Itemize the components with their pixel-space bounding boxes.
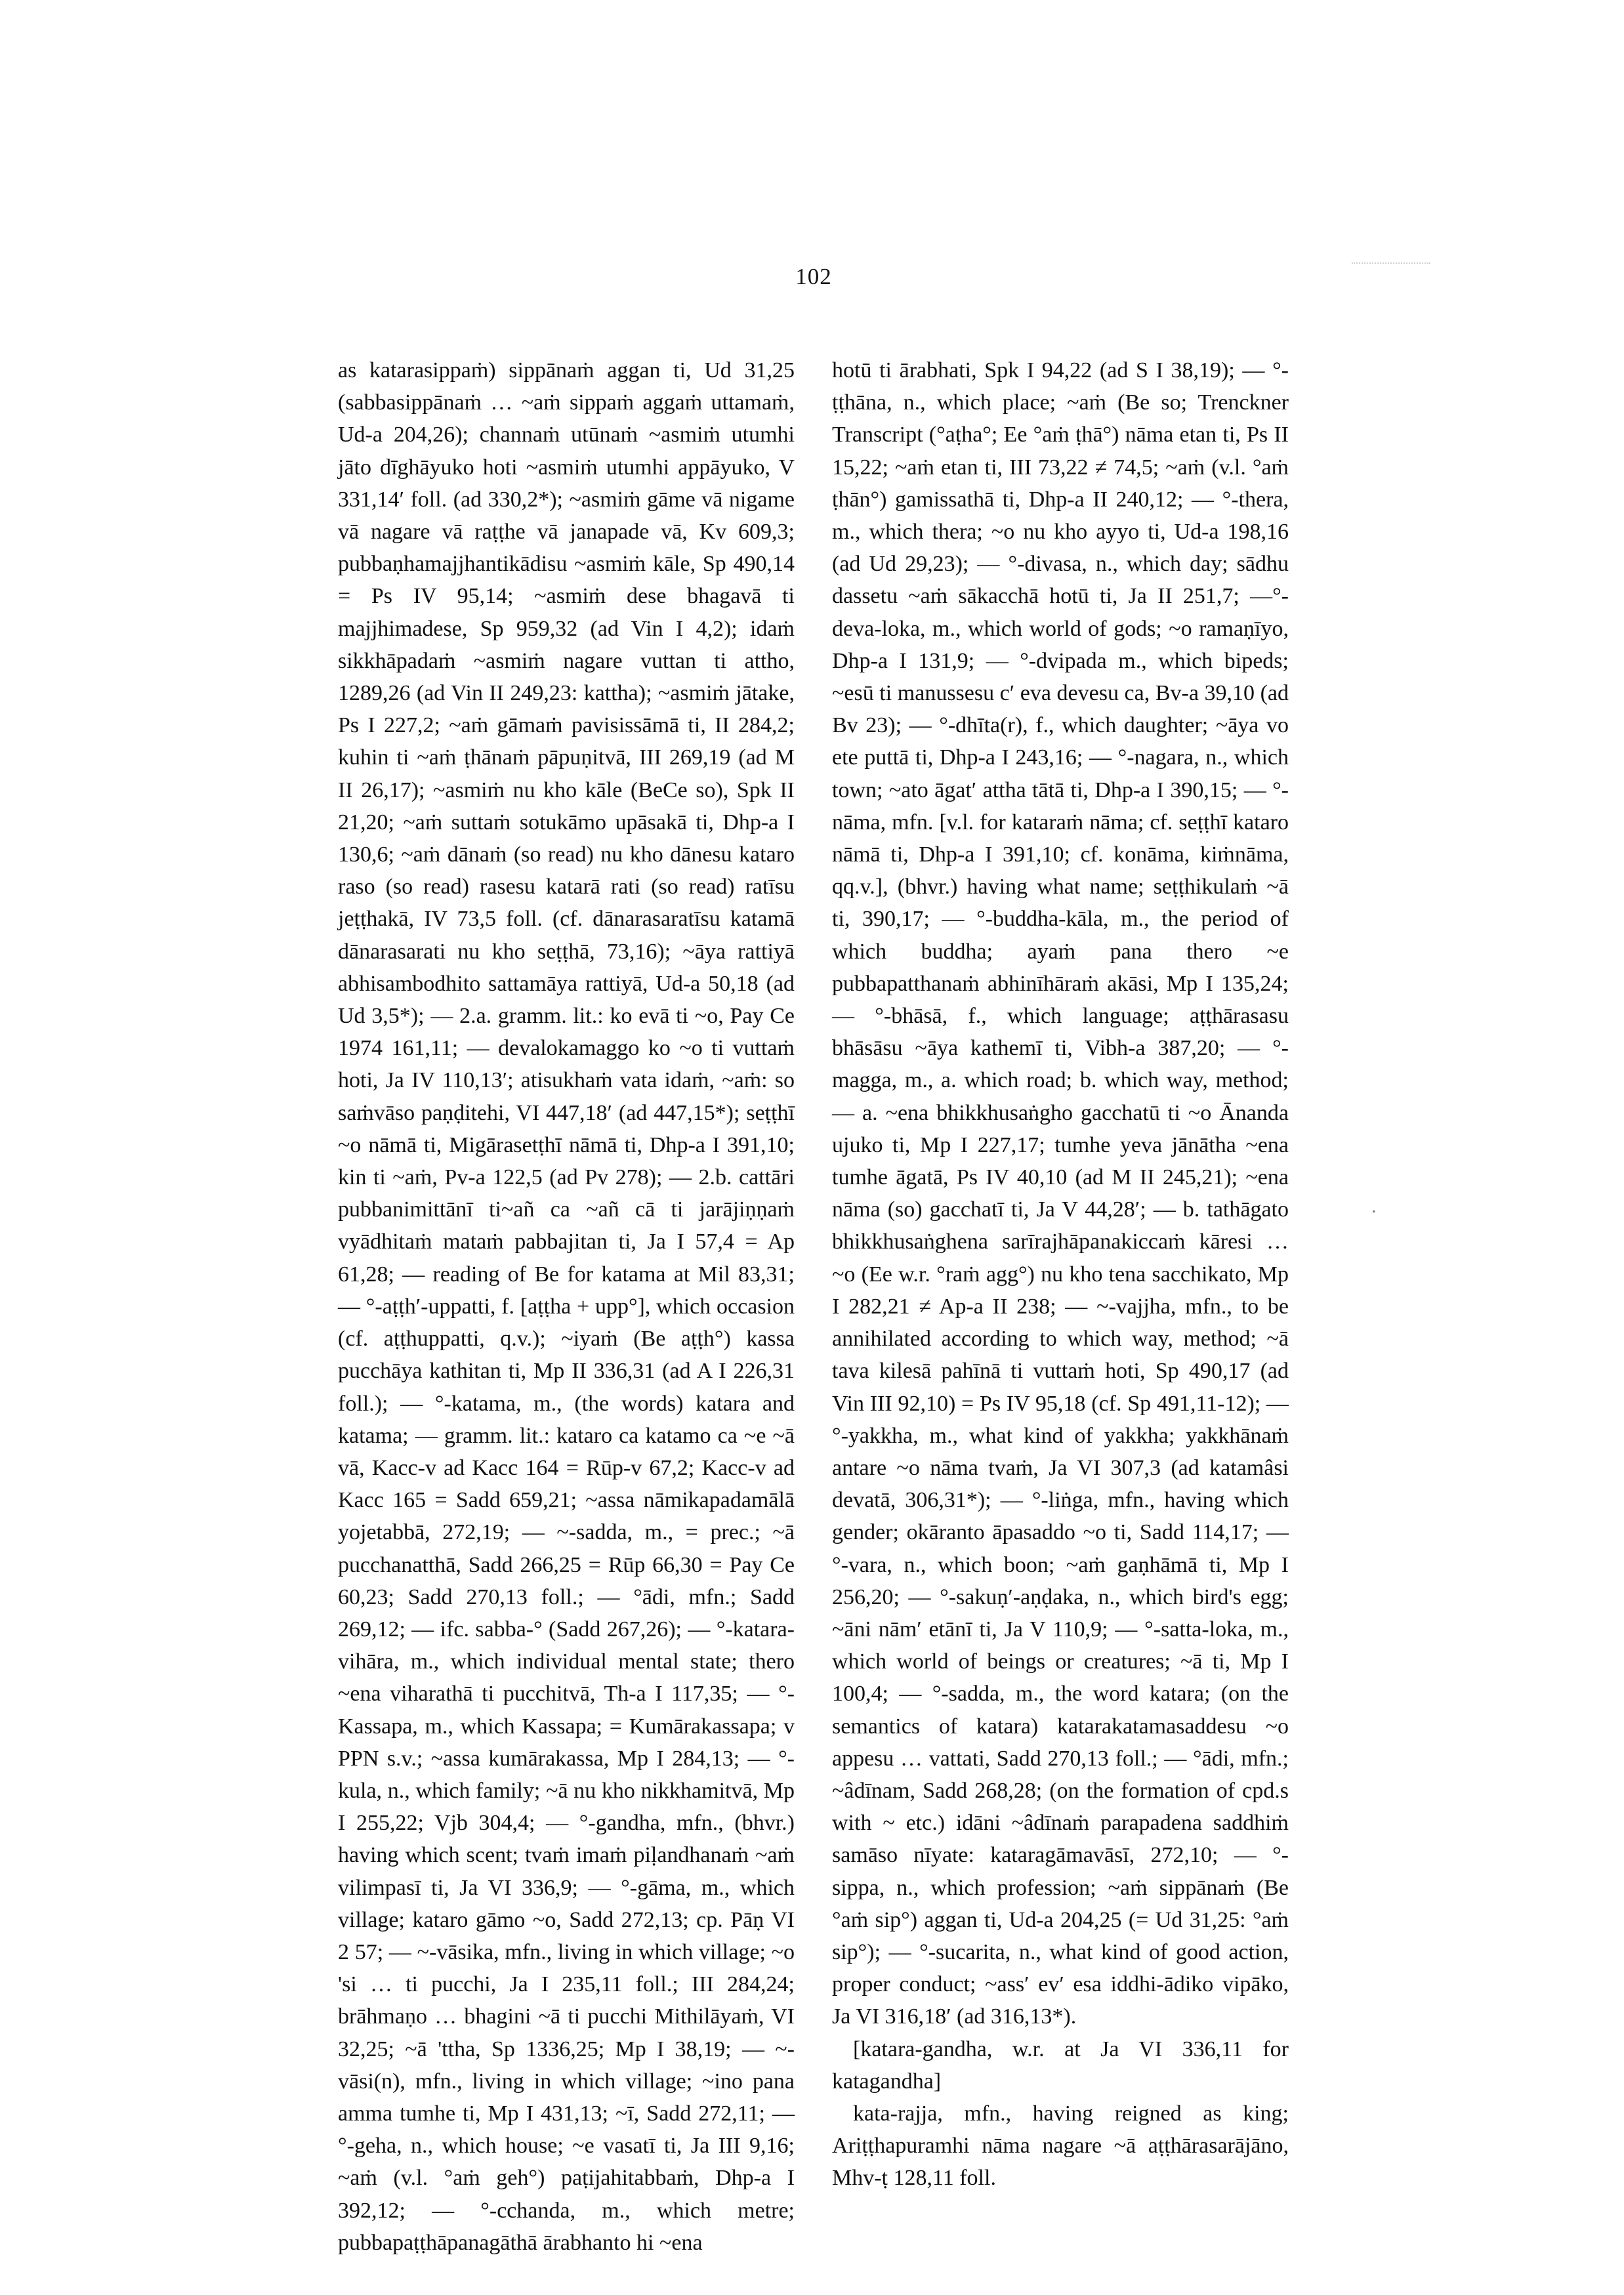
- scan-smudge: [1352, 262, 1430, 268]
- right-paragraph-3: kata-rajja, mfn., having reigned as king; Ariṭṭhapuramhi nāma nagare ~ā aṭṭhārasarājāno, Mhv-ṭ 128,11 foll.: [832, 2101, 1289, 2191]
- right-paragraph-1: hotū ti ārabhati, Spk I 94,22 (ad S I 38,19); — °-ṭṭhāna, n., which place; ~aṁ (Be so; Trenckner Transcript (°aṭha°; Ee °aṁ ṭhā°) nāma etan ti, Ps II 15,22; ~aṁ etan ti, III 73,22 ≠ 74,5; ~aṁ (v.l. °aṁ ṭhān°) gamissathā ti, Dhp-a II 240,12; — °-thera, m., which thera; ~o nu kho ayyo ti, Ud-a 198,16 (ad Ud 29,23); — °-divasa, n., which day; sādhu dassetu ~aṁ sākacchā hotū ti, Ja II 251,7; —°-deva-loka, m., which world of gods; ~o ramaṇīyo, Dhp-a I 131,9; — °-dvipada m., which bipeds; ~esū ti manussesu c′ eva devesu ca, Bv-a 39,10 (ad Bv 23); — °-dhīta(r), f., which daughter; ~āya vo ete puttā ti, Dhp-a I 243,16; — °-nagara, n., which town; ~ato āgat′ attha tātā ti, Dhp-a I 390,15; — °-nāma, mfn. [v.l. for kataraṁ nāma; cf. seṭṭhī kataro nāmā ti, Dhp-a I 391,10; cf. konāma, kiṁnāma, qq.v.], (bhvr.) having what name; seṭṭhikulaṁ ~ā ti, 390,17; — °-buddha-kāla, m., the period of which buddha; ayaṁ pana thero ~e pubbapatthanaṁ abhinīhāraṁ akāsi, Mp I 135,24; — °-bhāsā, f., which language; aṭṭhārasasu bhāsāsu ~āya kathemī ti, Vibh-a 387,20; — °-magga, m., a. which road; b. which way, method; — a. ~ena bhikkhusaṅgho gacchatū ti ~o Ānanda ujuko ti, Mp I 227,17; tumhe yeva jānātha ~ena tumhe āgatā, Ps IV 40,10 (ad M II 245,21); ~ena nāma (so) gacchatī ti, Ja V 44,28′; — b. tathāgato bhikkhusaṅghena sarīrajhāpanakiccaṁ kāresi … ~o (Ee w.r. °raṁ agg°) nu kho tena sacchikato, Mp I 282,21 ≠ Ap-a II 238; — ~-vajjha, mfn., to be annihilated according to which way, method; ~ā tava kilesā pahīnā ti vuttaṁ hoti, Sp 490,17 (ad Vin III 92,10) = Ps IV 95,18 (cf. Sp 491,11-12); — °-yakkha, m., what kind of yakkha; yakkhānaṁ antare ~o nāma tvaṁ, Ja VI 307,3 (ad katamâsi devatā, 306,31*); — °-liṅga, mfn., having which gender; okāranto āpasaddo ~o ti, Sadd 114,17; — °-vara, n., which boon; ~aṁ gaṇhāmā ti, Mp I 256,20; — °-sakuṇ′-aṇḍaka, n., which bird's egg; ~āni nām′ etānī ti, Ja V 110,9; — °-satta-loka, m., which world of beings or creatures; ~ā ti, Mp I 100,4; — °-sadda, m., the word katara; (on the semantics of katara) katarakatamasaddesu ~o appesu … vattati, Sadd 270,13 foll.; — °ādi, mfn.; ~âdīnam, Sadd 268,28; (on the formation of cpd.s with ~ etc.) idāni ~âdīnaṁ parapadena saddhiṁ samāso nīyate: kataragāmavāsī, 272,10; — °-sippa, n., which profession; ~aṁ sippānaṁ (Be °aṁ sip°) aggan ti, Ud-a 204,25 (= Ud 31,25: °aṁ sip°); — °-sucarita, n., what kind of good action, proper conduct; ~ass′ ev′ esa iddhi-ādiko vipāko, Ja VI 316,18′ (ad 316,13*).: [832, 358, 1289, 2029]
- left-column: [338, 354, 795, 2259]
- right-column: [832, 354, 1289, 2195]
- right-paragraph-2: [katara-gandha, w.r. at Ja VI 336,11 for katagandha]: [832, 2037, 1289, 2094]
- page-number: 102: [795, 264, 832, 289]
- left-paragraph-1: as katarasippaṁ) sippānaṁ aggan ti, Ud 31,25 (sabbasippānaṁ … ~aṁ sippaṁ aggaṁ uttamaṁ, Ud-a 204,26); channaṁ utūnaṁ ~asmiṁ utumhi jāto dīghāyuko hoti ~asmiṁ utumhi appāyuko, V 331,14′ foll. (ad 330,2*); ~asmiṁ gāme vā nigame vā nagare vā raṭṭhe vā janapade vā, Kv 609,3; pubbaṇhamajjhantikādisu ~asmiṁ kāle, Sp 490,14 = Ps IV 95,14; ~asmiṁ dese bhagavā ti majjhimadese, Sp 959,32 (ad Vin I 4,2); idaṁ sikkhāpadaṁ ~asmiṁ nagare vuttan ti attho, 1289,26 (ad Vin II 249,23: kattha); ~asmiṁ jātake, Ps I 227,2; ~aṁ gāmaṁ pavisissāmā ti, II 284,2; kuhin ti ~aṁ ṭhānaṁ pāpuṇitvā, III 269,19 (ad M II 26,17); ~asmiṁ nu kho kāle (BeCe so), Spk II 21,20; ~aṁ suttaṁ sotukāmo upāsakā ti, Dhp-a I 130,6; ~aṁ dānaṁ (so read) nu kho dānesu kataro raso (so read) rasesu katarā rati (so read) ratīsu jeṭṭhakā, IV 73,5 foll. (cf. dānarasaratīsu katamā dānarasarati nu kho seṭṭhā, 73,16); ~āya rattiyā abhisambodhito sattamāya rattiyā, Ud-a 50,18 (ad Ud 3,5*); — 2.a. gramm. lit.: ko evā ti ~o, Pay Ce 1974 161,11; — devalokamaggo ko ~o ti vuttaṁ hoti, Ja IV 110,13′; atisukhaṁ vata idaṁ, ~aṁ: so saṁvāso paṇḍitehi, VI 447,18′ (ad 447,15*); seṭṭhī ~o nāmā ti, Migārasetṭhī nāmā ti, Dhp-a I 391,10; kin ti ~aṁ, Pv-a 122,5 (ad Pv 278); — 2.b. cattāri pubbanimittānī ti~añ ca ~añ cā ti jarājiṇṇaṁ vyādhitaṁ mataṁ pabbajitan ti, Ja I 57,4 = Ap 61,28; — reading of Be for katama at Mil 83,31; — °-aṭṭh′-uppatti, f. [aṭṭha + upp°], which occasion (cf. aṭṭhuppatti, q.v.); ~iyaṁ (Be aṭṭh°) kassa pucchāya kathitan ti, Mp II 336,31 (ad A I 226,31 foll.); — °-katama, m., (the words) katara and katama; — gramm. lit.: kataro ca katamo ca ~e ~ā vā, Kacc-v ad Kacc 164 = Rūp-v 67,2; Kacc-v ad Kacc 165 = Sadd 659,21; ~assa nāmikapadamālā yojetabbā, 272,19; — ~-sadda, m., = prec.; ~ā pucchanatthā, Sadd 266,25 = Rūp 66,30 = Pay Ce 60,23; Sadd 270,13 foll.; — °ādi, mfn.; Sadd 269,12; — ifc. sabba-° (Sadd 267,26); — °-katara-vihāra, m., which individual mental state; thero ~ena viharathā ti pucchitvā, Th-a I 117,35; — °-Kassapa, m., which Kassapa; = Kumārakassapa; v PPN s.v.; ~assa kumārakassa, Mp I 284,13; — °-kula, n., which family; ~ā nu kho nikkhamitvā, Mp I 255,22; Vjb 304,4; — °-gandha, mfn., (bhvr.) having which scent; tvaṁ imaṁ piḷandhanaṁ ~aṁ vilimpasī ti, Ja VI 336,9; — °-gāma, m., which village; kataro gāmo ~o, Sadd 272,13; cp. Pāṇ VI 2 57; — ~-vāsika, mfn., living in which village; ~o 'si … ti pucchi, Ja I 235,11 foll.; III 284,24; brāhmaṇo … bhagini ~ā ti pucchi Mithilāyaṁ, VI 32,25; ~ā 'ttha, Sp 1336,25; Mp I 38,19; — ~-vāsi(n), mfn., living in which village; ~ino pana amma tumhe ti, Mp I 431,13; ~ī, Sadd 272,11; — °-geha, n., which house; ~e vasatī ti, Ja III 9,16; ~aṁ (v.l. °aṁ geh°) paṭijahitabbaṁ, Dhp-a I 392,12; — °-cchanda, m., which metre; pubbapaṭṭhāpanagāthā ārabhanto hi ~ena: [338, 358, 795, 2255]
- stray-mark: .: [1371, 1195, 1377, 1217]
